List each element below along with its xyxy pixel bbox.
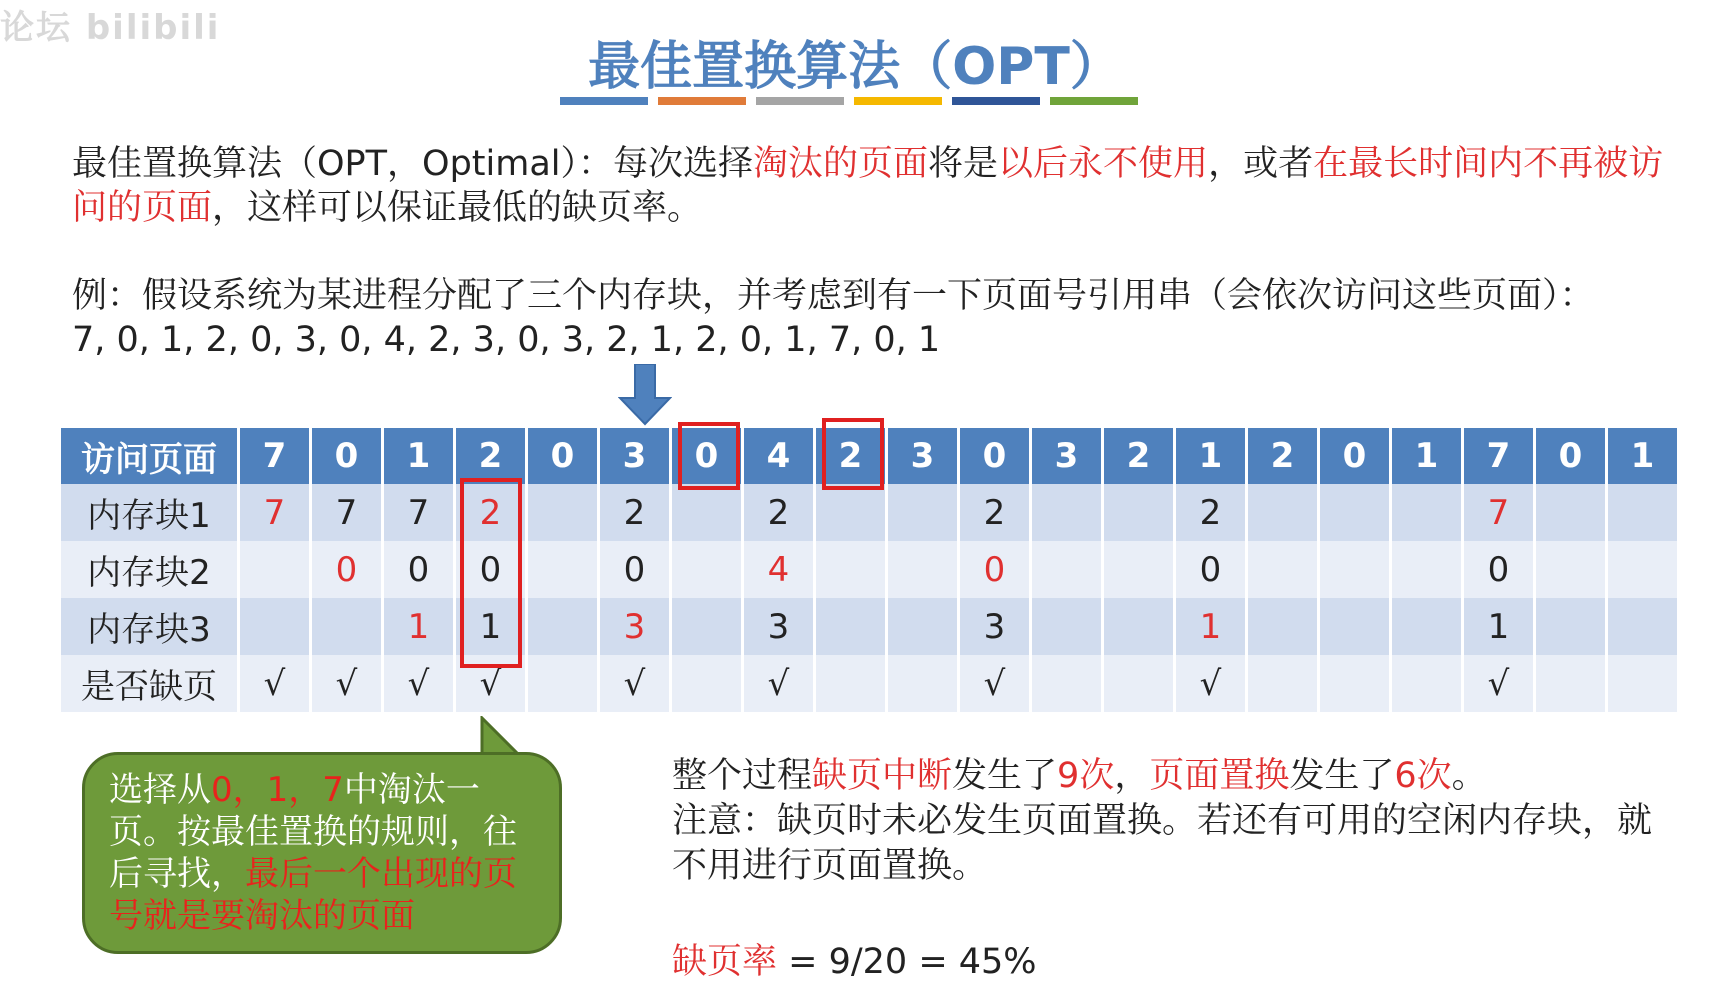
table-cell: 0 xyxy=(1464,541,1533,598)
table-cell: 2 xyxy=(1176,484,1245,541)
table-cell: 2 xyxy=(960,484,1029,541)
table-cell: √ xyxy=(384,655,453,712)
table-cell xyxy=(1104,598,1173,655)
table-cell: √ xyxy=(312,655,381,712)
table-cell xyxy=(816,655,885,712)
current-page-highlight-box xyxy=(678,422,740,490)
page-reference-cell: 1 xyxy=(384,428,453,484)
explanation-callout xyxy=(82,752,562,954)
table-cell xyxy=(1536,541,1605,598)
table-cell xyxy=(1608,484,1677,541)
title-bar-segment xyxy=(658,97,746,105)
summary-line xyxy=(672,754,1672,799)
page-reference-cell: 3 xyxy=(888,428,957,484)
down-arrow-icon xyxy=(618,364,672,426)
table-cell xyxy=(528,598,597,655)
table-cell xyxy=(1032,598,1101,655)
summary-highlight: 页面置换 xyxy=(1149,756,1290,796)
table-cell xyxy=(1392,541,1461,598)
table-cell: √ xyxy=(960,655,1029,712)
rate-value: = 9/20 = 45% xyxy=(777,942,1037,982)
page-reference-cell: 7 xyxy=(1464,428,1533,484)
summary-text-part: ， xyxy=(1114,756,1150,796)
callout-text: 选择从 xyxy=(109,770,211,810)
page-reference-cell: 2 xyxy=(456,428,525,484)
reference-string: 7, 0, 1, 2, 0, 3, 0, 4, 2, 3, 0, 3, 2, 1, 2, 0, 1, 7, 0, 1 xyxy=(72,320,941,360)
table-cell xyxy=(528,655,597,712)
table-cell xyxy=(816,484,885,541)
definition-highlight: 在最长时间内不再被访问的页面 xyxy=(72,144,1664,228)
table-cell xyxy=(1104,655,1173,712)
page-reference-cell: 3 xyxy=(600,428,669,484)
table-cell: √ xyxy=(600,655,669,712)
table-cell: 3 xyxy=(600,598,669,655)
table-cell: 1 xyxy=(1464,598,1533,655)
title-bar-segment xyxy=(952,97,1040,105)
table-cell xyxy=(1032,484,1101,541)
table-cell: 7 xyxy=(384,484,453,541)
table-cell xyxy=(888,541,957,598)
title-bar-segment xyxy=(756,97,844,105)
summary-text-part: 发生了 xyxy=(952,756,1058,796)
future-page-highlight-box xyxy=(822,418,884,490)
table-cell xyxy=(1608,598,1677,655)
page-reference-cell: 1 xyxy=(1392,428,1461,484)
title-bar-segment xyxy=(854,97,942,105)
table-cell xyxy=(1248,484,1317,541)
table-cell xyxy=(1320,655,1389,712)
row-label: 内存块3 xyxy=(61,598,237,655)
title-bar-segment xyxy=(1050,97,1138,105)
table-cell xyxy=(1104,541,1173,598)
row-label: 是否缺页 xyxy=(61,655,237,712)
table-cell: 0 xyxy=(456,541,525,598)
table-cell xyxy=(1392,655,1461,712)
row-label: 内存块2 xyxy=(61,541,237,598)
table-cell: 0 xyxy=(600,541,669,598)
table-cell xyxy=(1392,598,1461,655)
table-cell xyxy=(672,598,741,655)
table-cell xyxy=(672,655,741,712)
table-row xyxy=(61,541,1677,598)
table-cell xyxy=(1392,484,1461,541)
page-reference-cell: 0 xyxy=(1536,428,1605,484)
table-cell: 2 xyxy=(456,484,525,541)
summary-highlight: 缺页中断 xyxy=(812,756,953,796)
summary-text-part: 发生了 xyxy=(1289,756,1395,796)
page-reference-cell: 2 xyxy=(1248,428,1317,484)
page-reference-cell: 4 xyxy=(744,428,813,484)
table-cell: 0 xyxy=(312,541,381,598)
definition-text: 将是 xyxy=(928,144,999,184)
table-cell: 3 xyxy=(960,598,1029,655)
definition-text: ，或者 xyxy=(1208,144,1314,184)
summary-text xyxy=(672,754,1672,889)
summary-text-part: 。 xyxy=(1451,756,1487,796)
table-cell: 1 xyxy=(384,598,453,655)
definition-text: ，这样可以保证最低的缺页率。 xyxy=(212,188,703,228)
table-cell xyxy=(1248,655,1317,712)
table-cell xyxy=(1104,484,1173,541)
table-cell xyxy=(888,484,957,541)
page-reference-cell: 7 xyxy=(240,428,309,484)
table-cell xyxy=(1536,484,1605,541)
table-cell xyxy=(672,541,741,598)
table-cell: 7 xyxy=(312,484,381,541)
page-reference-cell: 3 xyxy=(1032,428,1101,484)
table-cell xyxy=(1536,598,1605,655)
table-row xyxy=(61,598,1677,655)
table-cell xyxy=(888,598,957,655)
table-cell: 3 xyxy=(744,598,813,655)
table-cell: √ xyxy=(744,655,813,712)
table-cell: √ xyxy=(240,655,309,712)
example-line: 例：假设系统为某进程分配了三个内存块，并考虑到有一下页面号引用串（会依次访问这些页面）： xyxy=(72,276,1595,316)
row-label: 内存块1 xyxy=(61,484,237,541)
callout-highlight: 最后一个出现的页号就是要淘汰的页面 xyxy=(109,854,517,936)
callout-highlight: 0，1，7 xyxy=(211,770,344,810)
table-cell: 2 xyxy=(744,484,813,541)
definition-paragraph xyxy=(72,142,1672,230)
table-cell xyxy=(528,541,597,598)
summary-text-part: 整个过程 xyxy=(672,756,813,796)
table-cell xyxy=(1032,541,1101,598)
rate-label: 缺页率 xyxy=(672,942,778,982)
row-label: 访问页面 xyxy=(61,428,237,484)
page-reference-cell: 0 xyxy=(672,428,741,484)
definition-text: 最佳置换算法（OPT，Optimal）：每次选择 xyxy=(72,144,754,184)
page-reference-cell: 2 xyxy=(1104,428,1173,484)
table-cell: 0 xyxy=(1176,541,1245,598)
callout-text: 中淘汰一页。按最佳置换的规则，往后寻找， xyxy=(109,770,517,894)
page-reference-cell: 2 xyxy=(816,428,885,484)
replacement-column-highlight-box xyxy=(460,478,522,668)
page-reference-cell: 0 xyxy=(528,428,597,484)
page-reference-cell: 0 xyxy=(960,428,1029,484)
table-cell xyxy=(528,484,597,541)
page-reference-cell: 1 xyxy=(1176,428,1245,484)
definition-highlight: 以后永不使用 xyxy=(998,144,1209,184)
table-cell xyxy=(240,598,309,655)
table-cell: 7 xyxy=(240,484,309,541)
table-cell: 0 xyxy=(960,541,1029,598)
table-cell: 7 xyxy=(1464,484,1533,541)
table-cell xyxy=(1248,541,1317,598)
table-cell: 2 xyxy=(600,484,669,541)
table-row xyxy=(61,655,1677,712)
table-cell xyxy=(672,484,741,541)
title-bar-segment xyxy=(560,97,648,105)
page-reference-cell: 0 xyxy=(1320,428,1389,484)
definition-highlight: 淘汰的页面 xyxy=(753,144,929,184)
table-cell: √ xyxy=(456,655,525,712)
table-cell: 1 xyxy=(456,598,525,655)
table-cell xyxy=(1320,598,1389,655)
table-row xyxy=(61,484,1677,541)
table-cell xyxy=(1248,598,1317,655)
table-cell xyxy=(816,541,885,598)
page-title: 最佳置换算法（OPT） xyxy=(588,37,1122,97)
table-cell xyxy=(1032,655,1101,712)
summary-highlight: 9次 xyxy=(1057,756,1115,796)
table-cell: √ xyxy=(1464,655,1533,712)
table-cell xyxy=(1536,655,1605,712)
table-cell xyxy=(816,598,885,655)
table-cell: 0 xyxy=(384,541,453,598)
note-line: 注意：缺页时未必发生页面置换。若还有可用的空闲内存块，就不用进行页面置换。 xyxy=(672,801,1653,886)
table-cell: 1 xyxy=(1176,598,1245,655)
page-reference-cell: 0 xyxy=(312,428,381,484)
table-cell: √ xyxy=(1176,655,1245,712)
table-cell: 4 xyxy=(744,541,813,598)
table-cell xyxy=(1320,484,1389,541)
table-cell xyxy=(240,541,309,598)
page-fault-rate xyxy=(672,934,1037,984)
title-color-bar xyxy=(560,97,1138,105)
page-reference-cell: 1 xyxy=(1608,428,1677,484)
summary-highlight: 6次 xyxy=(1394,756,1452,796)
table-cell xyxy=(1608,541,1677,598)
table-cell xyxy=(312,598,381,655)
table-cell xyxy=(888,655,957,712)
watermark: 论坛 bilibili xyxy=(0,8,221,48)
table-cell xyxy=(1608,655,1677,712)
table-cell xyxy=(1320,541,1389,598)
